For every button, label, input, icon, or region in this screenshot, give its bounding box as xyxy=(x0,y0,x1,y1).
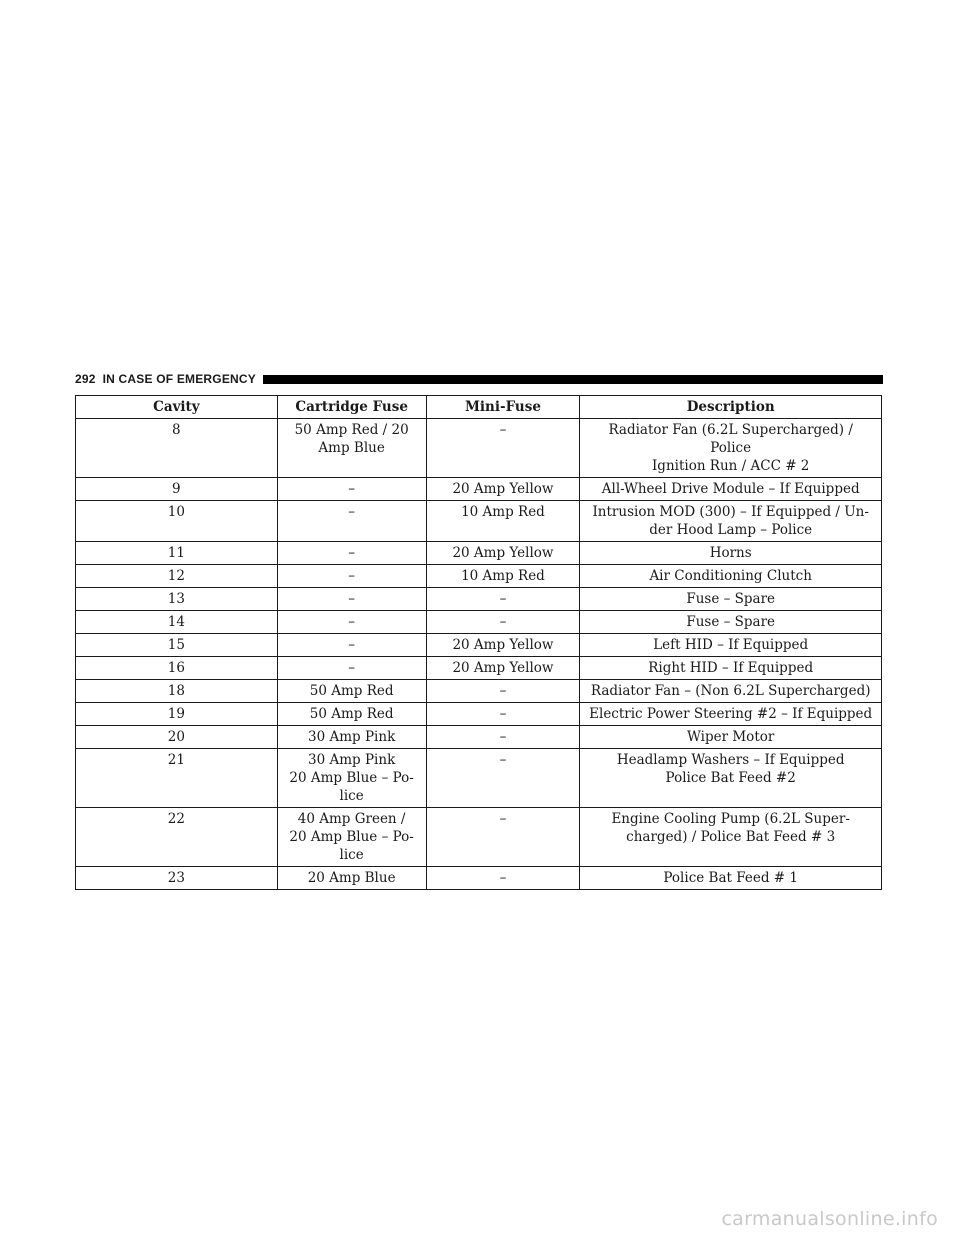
description-cell-line: Right HID – If Equipped xyxy=(648,660,814,676)
cavity-cell: 13 xyxy=(76,588,278,611)
table-body xyxy=(76,419,882,890)
cartridge-fuse-cell-line: – xyxy=(348,614,355,630)
cartridge-fuse-cell-line: – xyxy=(348,591,355,607)
cavity-cell: 20 xyxy=(76,726,278,749)
mini-fuse-cell xyxy=(426,419,580,478)
cavity-cell: 9 xyxy=(76,478,278,501)
mini-fuse-cell xyxy=(426,808,580,867)
mini-fuse-cell xyxy=(426,703,580,726)
cavity-cell: 8 xyxy=(76,419,278,478)
table-row xyxy=(76,680,882,703)
cartridge-fuse-cell-line: – xyxy=(348,637,355,653)
description-cell-line: Ignition Run / ACC # 2 xyxy=(651,458,810,474)
cartridge-fuse-cell xyxy=(277,657,426,680)
cartridge-fuse-cell xyxy=(277,588,426,611)
description-cell-line: Fuse – Spare xyxy=(686,614,776,630)
mini-fuse-cell-line: 10 Amp Red xyxy=(461,568,545,584)
description-cell xyxy=(580,478,882,501)
description-cell xyxy=(580,611,882,634)
table-row xyxy=(76,542,882,565)
cavity-cell: 16 xyxy=(76,657,278,680)
description-cell-line: Police Bat Feed # 1 xyxy=(663,870,798,886)
cartridge-fuse-cell xyxy=(277,726,426,749)
cartridge-fuse-cell-line: 50 Amp Red xyxy=(309,683,394,699)
cartridge-fuse-cell xyxy=(277,478,426,501)
mini-fuse-cell-line: – xyxy=(499,870,507,886)
mini-fuse-cell-line: 20 Amp Yellow xyxy=(452,637,554,653)
mini-fuse-cell-line: – xyxy=(499,706,507,722)
table-row xyxy=(76,478,882,501)
cavity-cell: 10 xyxy=(76,501,278,542)
description-cell xyxy=(580,565,882,588)
mini-fuse-cell-line: 20 Amp Yellow xyxy=(452,481,554,497)
mini-fuse-cell xyxy=(426,478,580,501)
cartridge-fuse-cell xyxy=(277,565,426,588)
description-cell-line: Engine Cooling Pump (6.2L Super- xyxy=(611,811,850,827)
page-header xyxy=(75,371,883,387)
table-row xyxy=(76,611,882,634)
mini-fuse-cell xyxy=(426,726,580,749)
description-cell-line: Wiper Motor xyxy=(687,729,775,745)
cartridge-fuse-cell xyxy=(277,867,426,890)
table-row xyxy=(76,588,882,611)
cavity-cell: 14 xyxy=(76,611,278,634)
header-rule xyxy=(263,375,883,384)
mini-fuse-cell xyxy=(426,588,580,611)
cartridge-fuse-cell-line: lice xyxy=(339,847,364,863)
description-cell-line: Horns xyxy=(709,545,752,561)
cartridge-fuse-cell xyxy=(277,611,426,634)
cavity-cell: 11 xyxy=(76,542,278,565)
table-row xyxy=(76,703,882,726)
description-cell-line: Radiator Fan – (Non 6.2L Supercharged) xyxy=(590,683,871,699)
description-cell xyxy=(580,808,882,867)
cartridge-fuse-cell-line: – xyxy=(348,545,355,561)
mini-fuse-cell xyxy=(426,501,580,542)
cavity-cell: 23 xyxy=(76,867,278,890)
table-row xyxy=(76,501,882,542)
mini-fuse-cell-line: 20 Amp Yellow xyxy=(452,545,554,561)
description-cell-line: Fuse – Spare xyxy=(686,591,776,607)
description-cell-line: Air Conditioning Clutch xyxy=(649,568,812,584)
description-cell xyxy=(580,634,882,657)
cartridge-fuse-cell-line: 40 Amp Green / xyxy=(297,811,406,827)
description-cell-line: Headlamp Washers – If Equipped xyxy=(616,752,845,768)
table-row xyxy=(76,749,882,808)
cavity-cell: 22 xyxy=(76,808,278,867)
column-header-description: Description xyxy=(580,396,882,419)
table-header-row xyxy=(76,396,882,419)
column-header-mini-fuse: Mini-Fuse xyxy=(426,396,580,419)
table-row xyxy=(76,867,882,890)
cartridge-fuse-cell-line: 20 Amp Blue xyxy=(307,870,396,886)
mini-fuse-cell-line: – xyxy=(499,591,507,607)
description-cell-line: charged) / Police Bat Feed # 3 xyxy=(626,829,836,845)
section-title: IN CASE OF EMERGENCY xyxy=(102,372,256,386)
cartridge-fuse-cell-line: 50 Amp Red xyxy=(309,706,394,722)
cavity-cell: 19 xyxy=(76,703,278,726)
description-cell xyxy=(580,542,882,565)
cartridge-fuse-cell-line: – xyxy=(348,481,355,497)
cartridge-fuse-cell-line: – xyxy=(348,504,355,520)
mini-fuse-cell-line: 10 Amp Red xyxy=(461,504,545,520)
mini-fuse-cell-line: 20 Amp Yellow xyxy=(452,660,554,676)
table-row xyxy=(76,808,882,867)
description-cell-line: der Hood Lamp – Police xyxy=(649,522,813,538)
description-cell-line: Electric Power Steering #2 – If Equipped xyxy=(589,706,873,722)
mini-fuse-cell xyxy=(426,680,580,703)
cartridge-fuse-cell-line: 20 Amp Blue – Po- xyxy=(289,770,414,786)
table-row xyxy=(76,565,882,588)
cavity-cell: 12 xyxy=(76,565,278,588)
mini-fuse-cell-line: – xyxy=(499,422,507,438)
mini-fuse-cell xyxy=(426,611,580,634)
description-cell-line: Radiator Fan (6.2L Supercharged) / Police xyxy=(608,422,853,456)
description-cell-line: All-Wheel Drive Module – If Equipped xyxy=(601,481,860,497)
cartridge-fuse-cell xyxy=(277,634,426,657)
page-number: 292 xyxy=(75,372,96,386)
cartridge-fuse-cell xyxy=(277,680,426,703)
cartridge-fuse-cell xyxy=(277,542,426,565)
mini-fuse-cell-line: – xyxy=(499,683,507,699)
cartridge-fuse-cell xyxy=(277,419,426,478)
mini-fuse-cell xyxy=(426,634,580,657)
description-cell xyxy=(580,588,882,611)
mini-fuse-cell-line: – xyxy=(499,811,507,827)
description-cell xyxy=(580,703,882,726)
cartridge-fuse-cell-line: 50 Amp Red / 20 xyxy=(294,422,409,438)
description-cell xyxy=(580,680,882,703)
cartridge-fuse-cell-line: 20 Amp Blue – Po- xyxy=(289,829,414,845)
mini-fuse-cell xyxy=(426,749,580,808)
table-row xyxy=(76,657,882,680)
column-header-cartridge-fuse: Cartridge Fuse xyxy=(277,396,426,419)
cartridge-fuse-cell xyxy=(277,501,426,542)
table-row xyxy=(76,634,882,657)
cartridge-fuse-cell-line: 30 Amp Pink xyxy=(308,729,396,745)
cartridge-fuse-cell xyxy=(277,749,426,808)
mini-fuse-cell-line: – xyxy=(499,614,507,630)
cartridge-fuse-cell xyxy=(277,808,426,867)
description-cell xyxy=(580,657,882,680)
mini-fuse-cell xyxy=(426,657,580,680)
description-cell xyxy=(580,419,882,478)
cavity-cell: 18 xyxy=(76,680,278,703)
cavity-cell: 15 xyxy=(76,634,278,657)
table-row xyxy=(76,419,882,478)
description-cell xyxy=(580,867,882,890)
mini-fuse-cell xyxy=(426,542,580,565)
table-row xyxy=(76,726,882,749)
cartridge-fuse-cell xyxy=(277,703,426,726)
cartridge-fuse-cell-line: 30 Amp Pink xyxy=(308,752,396,768)
cartridge-fuse-cell-line: Amp Blue xyxy=(318,440,385,456)
mini-fuse-cell-line: – xyxy=(499,729,507,745)
description-cell xyxy=(580,726,882,749)
description-cell-line: Police Bat Feed #2 xyxy=(665,770,796,786)
fuse-table xyxy=(75,395,882,890)
mini-fuse-cell xyxy=(426,565,580,588)
cavity-cell: 21 xyxy=(76,749,278,808)
mini-fuse-cell-line: – xyxy=(499,752,507,768)
mini-fuse-cell xyxy=(426,867,580,890)
watermark: carmanualsonline.info xyxy=(721,1208,938,1230)
description-cell xyxy=(580,749,882,808)
cartridge-fuse-cell-line: – xyxy=(348,568,355,584)
description-cell-line: Intrusion MOD (300) – If Equipped / Un- xyxy=(592,504,869,520)
description-cell xyxy=(580,501,882,542)
cartridge-fuse-cell-line: – xyxy=(348,660,355,676)
column-header-cavity: Cavity xyxy=(76,396,278,419)
cartridge-fuse-cell-line: lice xyxy=(339,788,364,804)
description-cell-line: Left HID – If Equipped xyxy=(653,637,809,653)
